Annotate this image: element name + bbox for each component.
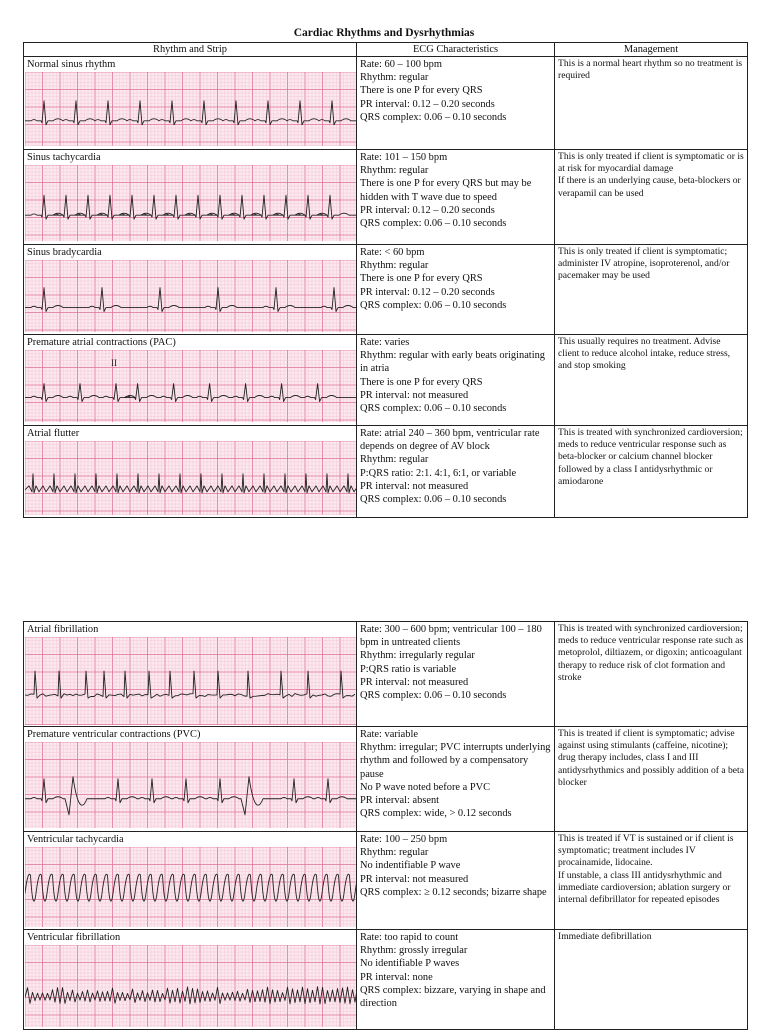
ecg-characteristics-cell (357, 150, 555, 245)
ecg-grid-paper (25, 350, 356, 422)
rhythm-cell (24, 622, 357, 727)
management-cell (555, 245, 748, 335)
rhythm-name: Sinus tachycardia (27, 152, 101, 163)
management-text: This is only treated if client is symptomatic; administer IV atropine, isoproterenol, and/or pacemaker may be used (558, 246, 730, 282)
rhythm-name: Atrial flutter (27, 428, 80, 439)
rhythm-row-pvc (24, 727, 748, 832)
characteristic-line: PR interval: not measured (360, 389, 469, 401)
ecg-strip-pac (25, 350, 356, 422)
rhythm-row-normal-sinus (24, 57, 748, 150)
characteristic-line: QRS complex: 0.06 – 0.10 seconds (360, 111, 507, 123)
characteristic-line: QRS complex: 0.06 – 0.10 seconds (360, 218, 507, 230)
rhythm-name: Normal sinus rhythm (27, 59, 116, 70)
characteristic-line: QRS complex: bizzare, varying in shape and direction (360, 984, 546, 1010)
document-title: Cardiac Rhythms and Dysrhythmias (293, 27, 475, 39)
rhythm-name: Atrial fibrillation (27, 624, 99, 635)
ecg-strip-sinus-bradycardia (25, 260, 356, 332)
characteristic-line: QRS complex: wide, > 0.12 seconds (360, 808, 512, 820)
ecg-column-header: ECG Characteristics (357, 43, 555, 57)
ecg-grid-paper (25, 637, 356, 725)
characteristic-line: Rhythm: regular with early beats originating in atria (360, 350, 545, 375)
characteristic-line: QRS complex: 0.06 – 0.10 seconds (360, 494, 507, 506)
characteristic-line: Rhythm: regular (360, 165, 429, 177)
characteristic-line: Rhythm: regular (360, 260, 429, 272)
characteristic-line: Rate: 100 – 250 bpm (360, 834, 448, 845)
ecg-characteristics-cell (357, 727, 555, 832)
characteristic-line: Rate: atrial 240 – 360 bpm, ventricular rate depends on degree of AV block (360, 428, 540, 453)
characteristic-line: There is one P for every QRS (360, 376, 483, 388)
rhythm-row-atrial-flutter (24, 426, 748, 518)
rhythm-cell (24, 57, 357, 150)
characteristic-line: PR interval: absent (360, 795, 440, 807)
rhythm-column-header: Rhythm and Strip (24, 43, 357, 57)
characteristic-line: Rhythm: grossly irregular (360, 945, 468, 957)
characteristic-line: QRS complex: ≥ 0.12 seconds; bizarre shape (360, 886, 547, 898)
characteristic-line: Rhythm: regular (360, 454, 429, 466)
characteristic-line: PR interval: none (360, 971, 433, 983)
ecg-strip-atrial-flutter (25, 441, 356, 515)
characteristic-line: Rhythm: regular (360, 72, 429, 84)
rhythm-cell (24, 832, 357, 930)
ecg-strip-atrial-fibrillation (25, 637, 356, 725)
ecg-characteristics-cell (357, 335, 555, 426)
management-cell (555, 622, 748, 727)
management-text: If there is an underlying cause, beta-blockers or verapamil can be used (558, 175, 741, 199)
rhythm-name: Ventricular fibrillation (27, 932, 121, 943)
characteristic-line: No identifiable P waves (360, 958, 460, 970)
characteristic-line: P:QRS ratio: 2:1. 4:1, 6:1, or variable (360, 467, 517, 479)
characteristic-line: There is one P for every QRS but may be hidden with T wave due to speed (360, 178, 532, 203)
rhythm-row-pac (24, 335, 748, 426)
characteristic-line: Rate: 300 – 600 bpm; ventricular 100 – 180 bpm in untreated clients (360, 624, 542, 649)
characteristic-line: Rhythm: irregularly regular (360, 650, 475, 662)
management-cell (555, 150, 748, 245)
characteristic-line: Rhythm: irregular; PVC interrupts underlying rhythm and followed by a compensatory pause (360, 742, 551, 780)
characteristic-line: PR interval: not measured (360, 480, 469, 492)
ecg-characteristics-cell (357, 930, 555, 1030)
rhythm-name: Premature atrial contractions (PAC) (27, 337, 176, 348)
ecg-strip-pvc (25, 742, 356, 828)
ecg-grid-paper (25, 165, 356, 241)
ecg-strip-sinus-tachycardia (25, 165, 356, 241)
characteristic-line: QRS complex: 0.06 – 0.10 seconds (360, 403, 507, 415)
management-cell (555, 335, 748, 426)
characteristic-line: No P wave noted before a PVC (360, 781, 491, 793)
management-text: This is only treated if client is symptomatic or is at risk for myocardial damage (558, 151, 744, 175)
characteristic-line: Rate: variable (360, 729, 418, 740)
management-cell (555, 426, 748, 518)
management-cell (555, 727, 748, 832)
management-text: This is a normal heart rhythm so no treatment is required (558, 58, 743, 82)
rhythm-cell (24, 245, 357, 335)
rhythm-cell (24, 335, 357, 426)
characteristic-line: Rate: 60 – 100 bpm (360, 59, 442, 70)
rhythm-row-sinus-bradycardia (24, 245, 748, 335)
ecg-characteristics-cell (357, 622, 555, 727)
rhythm-name: Premature ventricular contractions (PVC) (27, 729, 201, 740)
management-text: This is treated if client is symptomatic; advise against using stimulants (caffeine, nicotine); drug therapy includes, class I and III antidysrhythmics and possibly addition of a beta blocker (558, 728, 744, 788)
characteristic-line: Rate: < 60 bpm (360, 247, 425, 258)
management-text: This is treated with synchronized cardioversion; meds to reduce ventricular response rate such as metoprolol, diltiazem, or digoxin; anticoagulant therapy to reduce risk of clot formation and stroke (558, 623, 744, 683)
rhythm-name: Ventricular tachycardia (27, 834, 124, 845)
characteristic-line: PR interval: 0.12 – 0.20 seconds (360, 98, 495, 110)
characteristic-line: There is one P for every QRS (360, 85, 483, 97)
characteristic-line: PR interval: 0.12 – 0.20 seconds (360, 204, 495, 216)
rhythm-cell (24, 727, 357, 832)
characteristic-line: QRS complex: 0.06 – 0.10 seconds (360, 690, 507, 702)
management-column-header: Management (555, 43, 748, 57)
management-cell (555, 832, 748, 930)
ecg-grid-paper (25, 260, 356, 332)
management-text: This is treated if VT is sustained or if client is symptomatic; treatment includes IV procainamide, lidocaine. (558, 833, 734, 869)
management-text: This usually requires no treatment. Advise client to reduce alcohol intake, reduce stress, and stop smoking (558, 336, 731, 372)
rhythm-name: Sinus bradycardia (27, 247, 102, 258)
management-cell (555, 57, 748, 150)
ecg-strip-ventricular-tachycardia (25, 847, 356, 927)
ecg-characteristics-cell (357, 245, 555, 335)
rhythm-table-1 (23, 42, 748, 518)
characteristic-line: Rhythm: regular (360, 847, 429, 859)
characteristic-line: QRS complex: 0.06 – 0.10 seconds (360, 299, 507, 311)
rhythm-row-atrial-fibrillation (24, 622, 748, 727)
management-text: If unstable, a class III antidysrhythmic and immediate cardioversion; ablation surgery or internal defibrillator for repeated episodes (558, 869, 731, 906)
rhythm-cell (24, 150, 357, 245)
rhythm-table-2 (23, 621, 748, 1030)
ecg-characteristics-cell (357, 832, 555, 930)
characteristic-line: P:QRS ratio is variable (360, 663, 457, 675)
characteristic-line: Rate: varies (360, 337, 410, 348)
management-text: This is treated with synchronized cardioversion; meds to reduce ventricular response such as beta-blocker or calcium channel blocker followed by a class I antidysrhythmic or amiodarone (558, 427, 743, 487)
characteristic-line: PR interval: not measured (360, 873, 469, 885)
rhythm-cell (24, 930, 357, 1030)
ecg-characteristics-cell (357, 426, 555, 518)
rhythm-row-sinus-tachycardia (24, 150, 748, 245)
characteristic-line: PR interval: 0.12 – 0.20 seconds (360, 286, 495, 298)
characteristic-line: There is one P for every QRS (360, 273, 483, 285)
rhythm-row-ventricular-fibrillation (24, 930, 748, 1030)
management-text: Immediate defibrillation (558, 931, 652, 942)
table-header-row (24, 43, 748, 57)
rhythm-cell (24, 426, 357, 518)
characteristic-line: Rate: 101 – 150 bpm (360, 152, 448, 163)
ecg-strip-normal-sinus (25, 72, 356, 146)
management-cell (555, 930, 748, 1030)
characteristic-line: PR interval: not measured (360, 676, 469, 688)
rhythm-row-ventricular-tachycardia (24, 832, 748, 930)
characteristic-line: Rate: too rapid to count (360, 932, 459, 943)
pac-lead-marker: II (111, 358, 117, 368)
characteristic-line: No indentifiable P wave (360, 860, 461, 872)
ecg-strip-ventricular-fibrillation (25, 945, 356, 1027)
ecg-characteristics-cell (357, 57, 555, 150)
